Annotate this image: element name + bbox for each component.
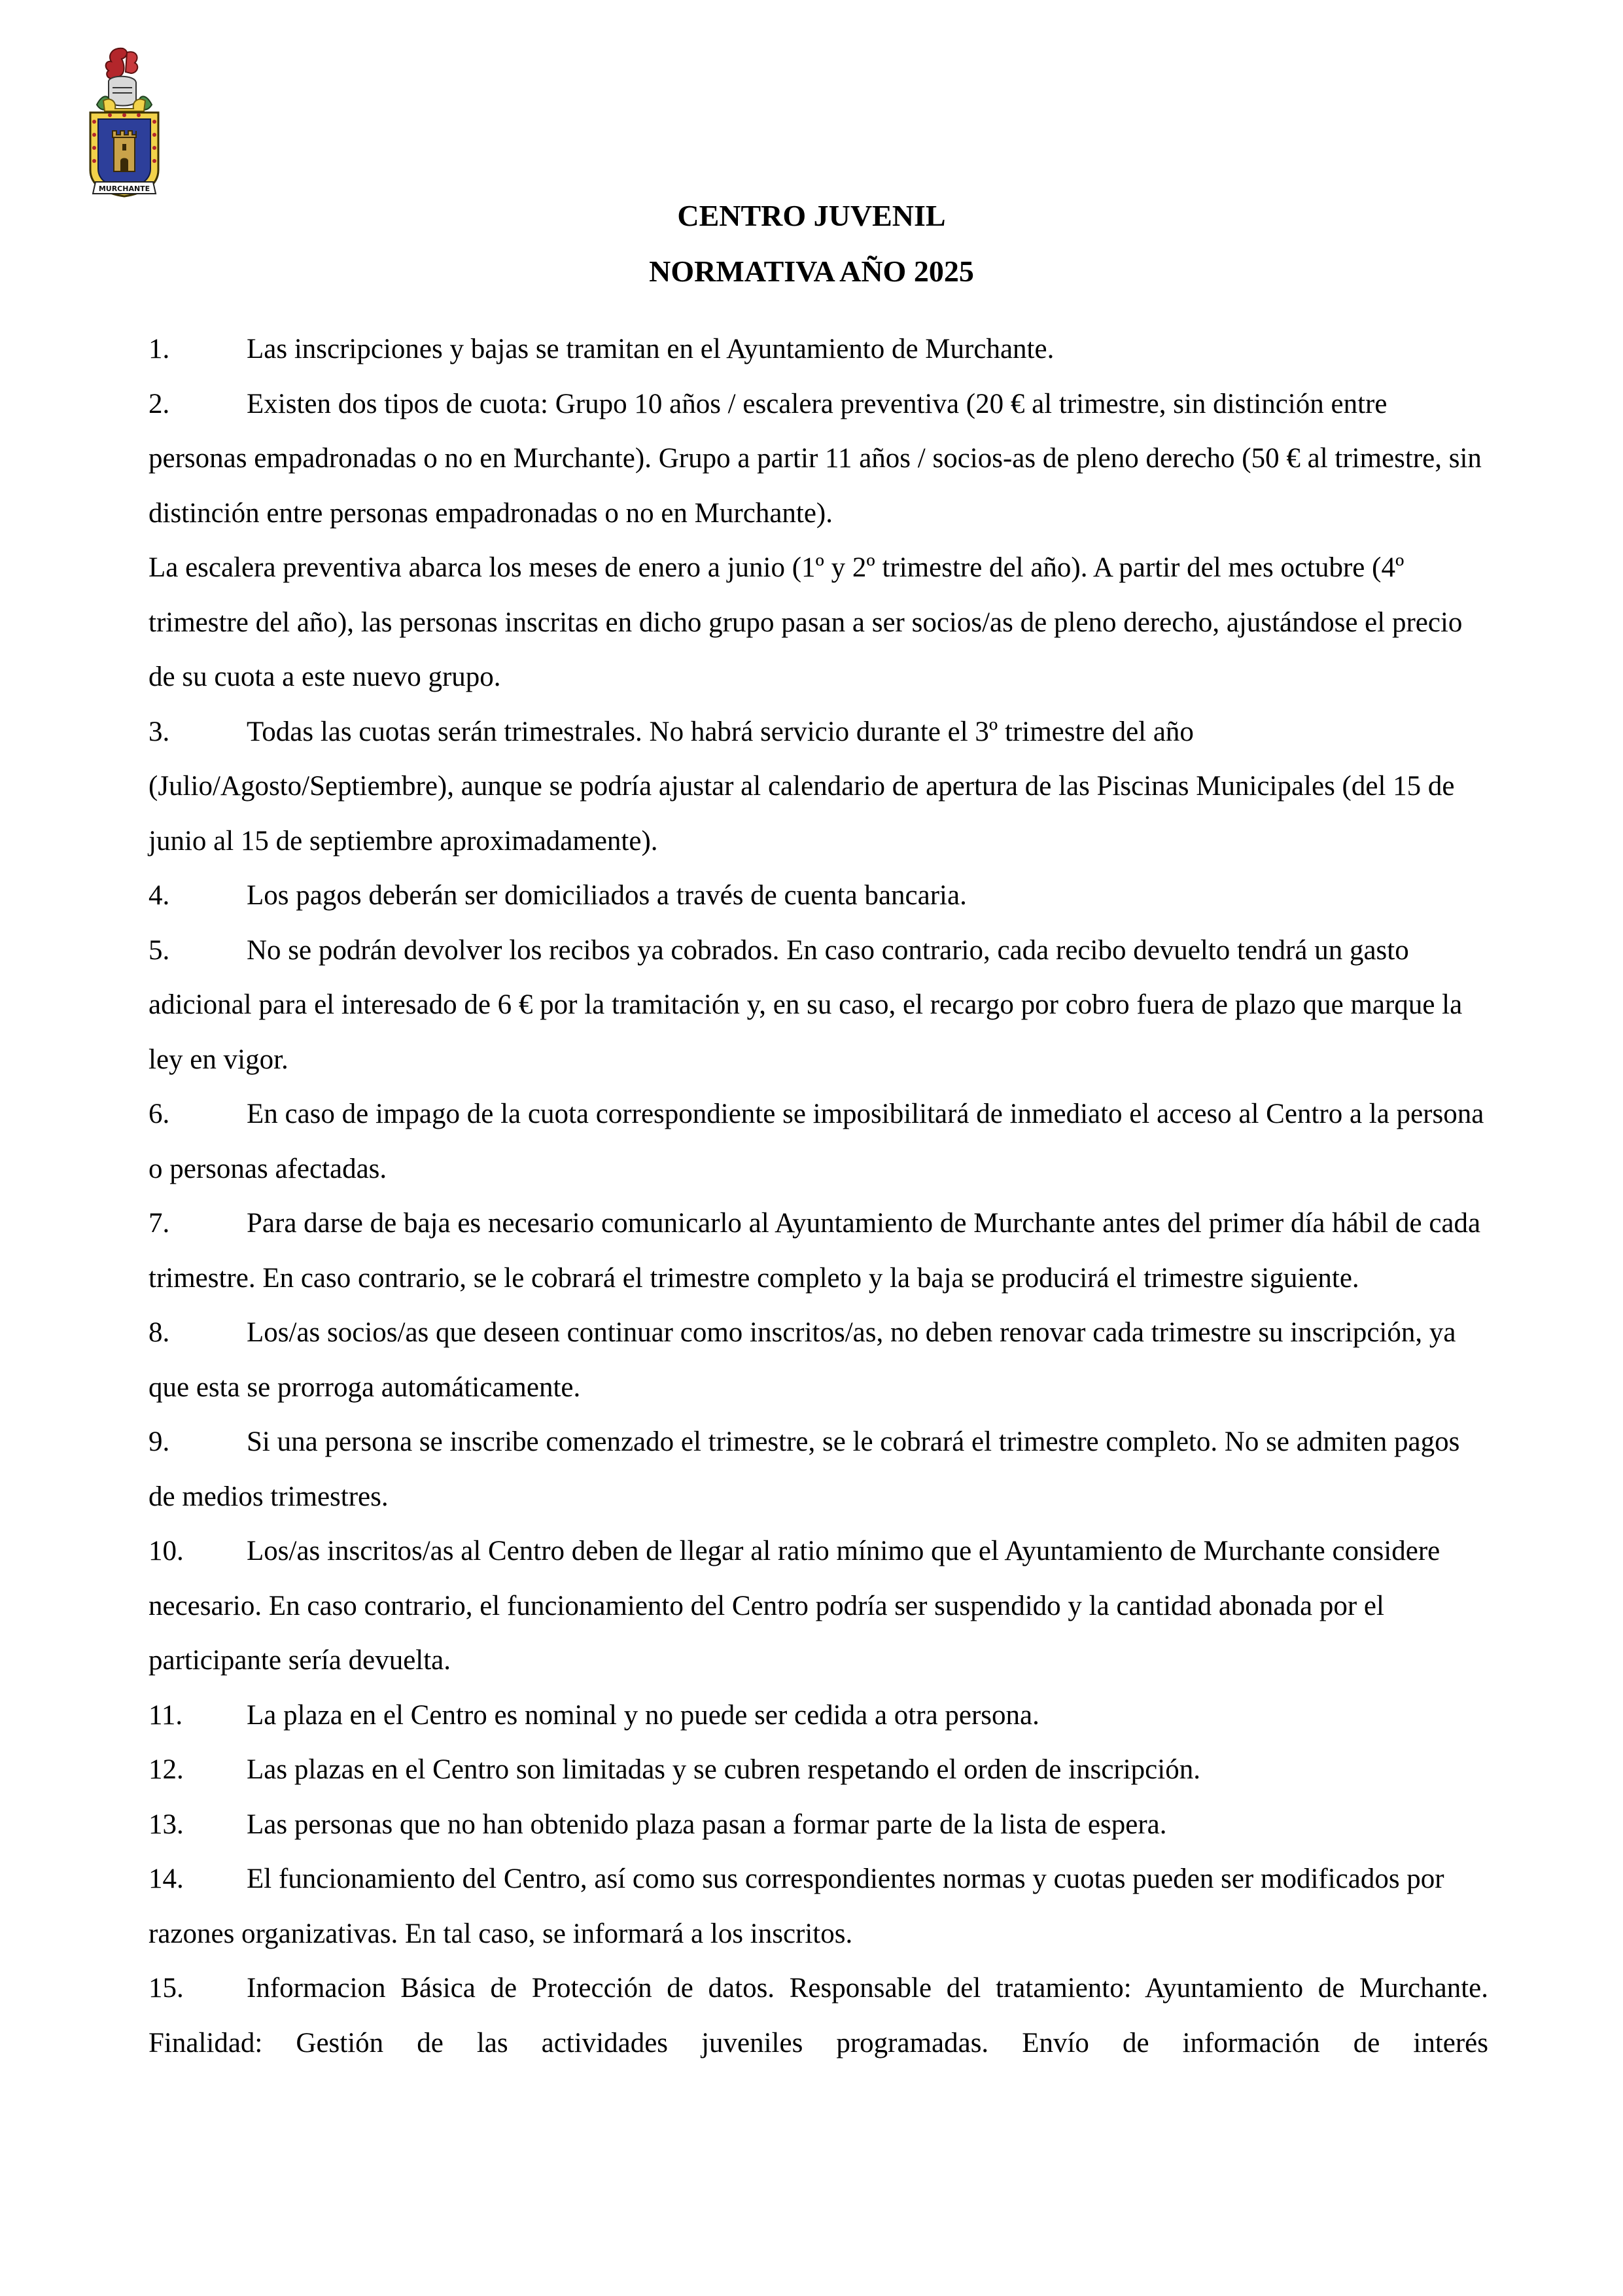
rule-text: El funcionamiento del Centro, así como sus correspondientes normas y cuotas pueden ser modificados por razones organizativas. En tal caso, se informará a los inscritos. [148,1863,1444,1949]
rule-number: 7. [148,1208,170,1239]
rule-text: Los pagos deberán ser domiciliados a través de cuenta bancaria. [247,880,967,911]
rule-item [148,1852,1488,1961]
rule-text: Si una persona se inscribe comenzado el trimestre, se le cobrará el trimestre completo. No se admiten pagos de medios trimestres. [148,1426,1460,1512]
document-title: CENTRO JUVENIL [677,199,946,232]
rule-text: Los/as inscritos/as al Centro deben de llegar al ratio mínimo que el Ayuntamiento de Murchante considere necesario. En caso contrario, el funcionamiento del Centro podría ser suspendido y la cantidad abonada por el participante sería devuelta. [148,1536,1440,1676]
document-subtitle: NORMATIVA AÑO 2025 [649,255,974,288]
rule-number: 13. [148,1809,184,1840]
rule-text: Las inscripciones y bajas se tramitan en el Ayuntamiento de Murchante. [247,334,1055,364]
rule-item [148,322,1488,377]
rule-number: 6. [148,1099,170,1129]
rule-item [148,1797,1488,1852]
rule-item [148,1196,1488,1305]
rule-item [148,1524,1488,1688]
rule-item [148,705,1488,869]
rule-text: Las personas que no han obtenido plaza pasan a formar parte de la lista de espera. [247,1809,1167,1840]
rule-text: Para darse de baja es necesario comunicarlo al Ayuntamiento de Murchante antes del primer día hábil de cada trimestre. En caso contrario, se le cobrará el trimestre completo y la baja se producirá el trimestre siguiente. [148,1208,1481,1294]
rule-number: 12. [148,1754,184,1785]
rule-text: Los/as socios/as que deseen continuar como inscritos/as, no deben renovar cada trimestre su inscripción, ya que esta se prorroga automáticamente. [148,1317,1456,1403]
rule-item [148,923,1488,1087]
rule-number: 5. [148,934,170,966]
rules-list [148,322,1488,2070]
svg-text:MURCHANTE: MURCHANTE [98,185,150,193]
rule-text: Existen dos tipos de cuota: Grupo 10 años / escalera preventiva (20 € al trimestre, sin distinción entre personas empadronadas o no en Murchante). Grupo a partir 11 años / socios-as de pleno derecho (50 € al trimestre, sin distinción entre personas empadronadas o no en Murchante). [148,388,1482,529]
rule-number: 15. [148,1973,184,2004]
rule-text: Todas las cuotas serán trimestrales. No habrá servicio durante el 3º trimestre del año (Julio/Agosto/Septiembre), aunque se podría ajustar al calendario de apertura de las Piscinas Municipales (del 15 de junio al 15 de septiembre aproximadamente). [148,716,1455,857]
rule-item [148,1087,1488,1196]
rule-text: Las plazas en el Centro son limitadas y se cubren respetando el orden de inscripción. [247,1754,1200,1785]
rule-item [148,1961,1488,2070]
rule-text: La plaza en el Centro es nominal y no puede ser cedida a otra persona. [247,1699,1039,1731]
rule-number: 2. [148,388,170,419]
rule-number: 9. [148,1426,170,1457]
rule-number: 1. [148,334,170,364]
rule-item [148,1415,1488,1524]
rule-number: 14. [148,1863,184,1894]
rule-item-continuation [148,540,1488,705]
rule-number: 8. [148,1317,170,1348]
rule-number: 11. [148,1699,183,1731]
rule-item [148,1305,1488,1415]
rule-item [148,1742,1488,1797]
rule-number: 3. [148,716,170,747]
rule-text: No se podrán devolver los recibos ya cobrados. En caso contrario, cada recibo devuelto tendrá un gasto adicional para el interesado de 6 € por la tramitación y, en su caso, el recargo por cobro fuera de plazo que marque la ley en vigor. [148,934,1463,1075]
rule-text: La escalera preventiva abarca los meses de enero a junio (1º y 2º trimestre del año). A partir del mes octubre (4º trimestre del año), las personas inscritas en dicho grupo pasan a ser socios/as de pleno derecho, ajustándose el precio de su cuota a este nuevo grupo. [148,552,1463,692]
rule-text: En caso de impago de la cuota correspondiente se imposibilitará de inmediato el acceso al Centro a la persona o personas afectadas. [148,1099,1484,1184]
rule-number: 4. [148,880,170,911]
rule-item [148,868,1488,923]
rule-number: 10. [148,1536,184,1566]
murchante-coat-of-arms-logo [84,46,165,200]
rule-text: Informacion Básica de Protección de datos. Responsable del tratamiento: Ayuntamiento de Murchante. Finalidad: Gestión de las actividades juveniles programadas. Envío de información de interés [148,1973,1488,2058]
rule-item [148,1688,1488,1743]
rule-item [148,377,1488,541]
